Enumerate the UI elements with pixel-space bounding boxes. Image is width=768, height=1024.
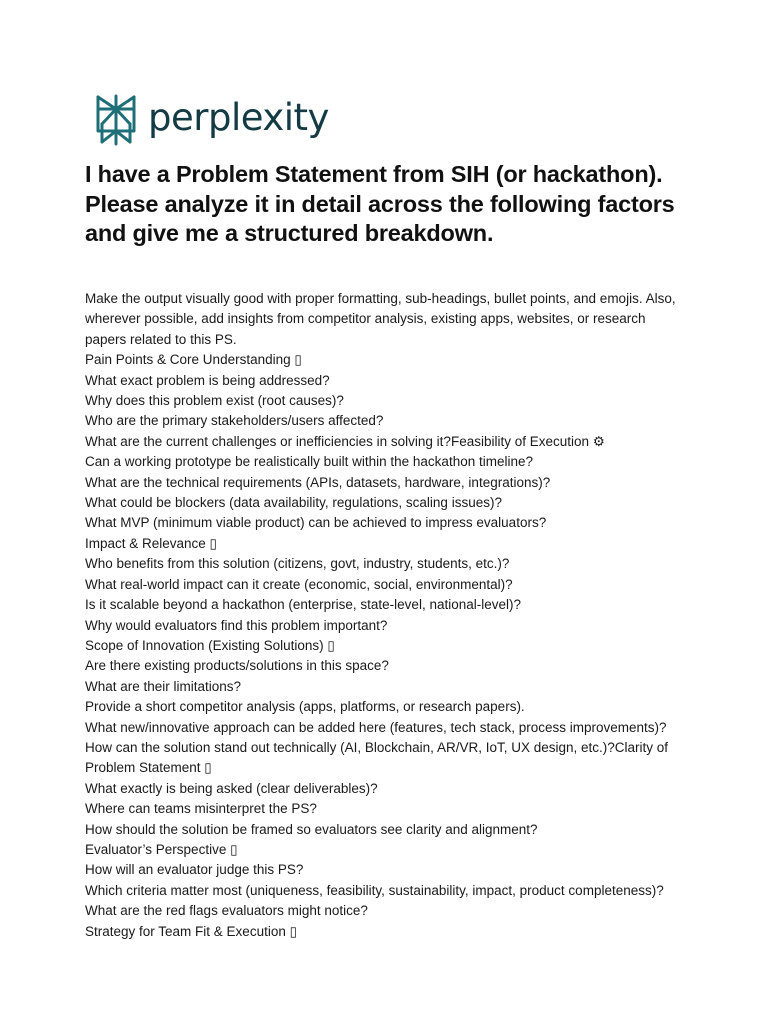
text-line: What are the current challenges or inefficiencies in solving it?Feasibility of Execution ⚙ bbox=[85, 433, 605, 449]
text-line: How should the solution be framed so evaluators see clarity and alignment? bbox=[85, 821, 538, 837]
text-line: What real-world impact can it create (economic, social, environmental)? bbox=[85, 576, 513, 592]
text-line: What exactly is being asked (clear deliverables)? bbox=[85, 780, 378, 796]
text-line: Evaluator’s Perspective ▯ bbox=[85, 841, 238, 857]
question-list bbox=[85, 350, 685, 942]
text-line: How can the solution stand out technically (AI, Blockchain, AR/VR, IoT, UX design, etc.)?Clarity of Problem Statement ▯ bbox=[85, 739, 669, 776]
text-line: How will an evaluator judge this PS? bbox=[85, 862, 304, 878]
text-line: Pain Points & Core Understanding ▯ bbox=[85, 352, 302, 368]
text-line: Are there existing products/solutions in this space? bbox=[85, 658, 389, 674]
text-line: Is it scalable beyond a hackathon (enterprise, state-level, national-level)? bbox=[85, 597, 521, 613]
text-line: Which criteria matter most (uniqueness, feasibility, sustainability, impact, product completeness)? bbox=[85, 882, 664, 898]
text-line: Provide a short competitor analysis (apps, platforms, or research papers). bbox=[85, 699, 525, 715]
text-line: Scope of Innovation (Existing Solutions) ▯ bbox=[85, 637, 335, 653]
text-line: Who are the primary stakeholders/users affected? bbox=[85, 413, 384, 429]
text-line: Strategy for Team Fit & Execution ▯ bbox=[85, 923, 298, 939]
text-line: What MVP (minimum viable product) can be achieved to impress evaluators? bbox=[85, 515, 547, 531]
perplexity-logo-icon bbox=[94, 94, 138, 146]
answer-body bbox=[85, 289, 685, 942]
question-heading: I have a Problem Statement from SIH (or hackathon). Please analyze it in detail across the following factors and give me a structured breakdown. bbox=[85, 161, 675, 246]
text-line: What are the technical requirements (APIs, datasets, hardware, integrations)? bbox=[85, 474, 551, 490]
text-line: Who benefits from this solution (citizens, govt, industry, students, etc.)? bbox=[85, 556, 510, 572]
text-line: What new/innovative approach can be added here (features, tech stack, process improvements)? bbox=[85, 719, 667, 735]
intro-paragraph: Make the output visually good with proper formatting, sub-headings, bullet points, and emojis. Also, wherever possible, add insights from competitor analysis, existing apps, websites, or research papers related to this PS. bbox=[85, 291, 676, 347]
text-line: Why does this problem exist (root causes)? bbox=[85, 393, 344, 409]
text-line: What are their limitations? bbox=[85, 678, 242, 694]
text-line: What are the red flags evaluators might notice? bbox=[85, 903, 368, 919]
perplexity-logo bbox=[94, 94, 329, 146]
text-line: What exact problem is being addressed? bbox=[85, 372, 330, 388]
text-line: Can a working prototype be realistically built within the hackathon timeline? bbox=[85, 454, 533, 470]
text-line: Where can teams misinterpret the PS? bbox=[85, 801, 317, 817]
text-line: Impact & Relevance ▯ bbox=[85, 535, 217, 551]
text-line: Why would evaluators find this problem important? bbox=[85, 617, 388, 633]
text-line: What could be blockers (data availability, regulations, scaling issues)? bbox=[85, 495, 502, 511]
brand-name: perplexity bbox=[148, 95, 329, 139]
